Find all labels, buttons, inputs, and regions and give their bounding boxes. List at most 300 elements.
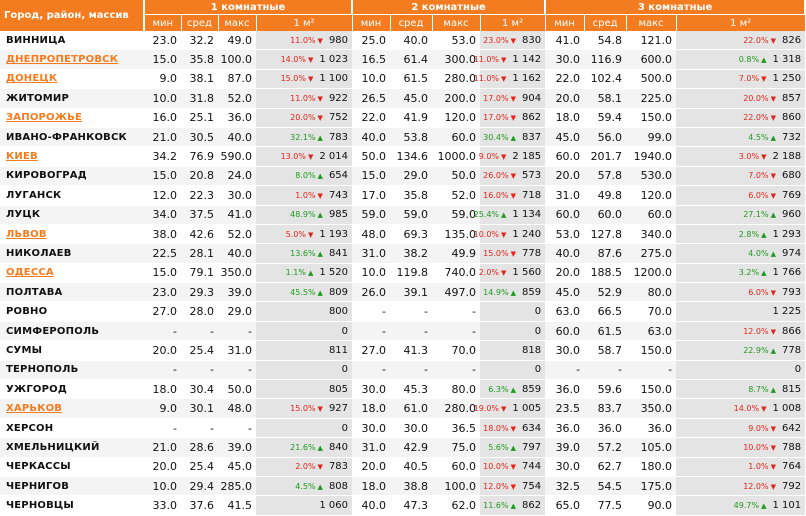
price-per-m2: 859 [521, 286, 542, 298]
min-value: 22.0 [352, 108, 390, 127]
max-value: 50.0 [218, 380, 256, 399]
avg-value: - [181, 360, 218, 379]
max-value: 350.0 [218, 263, 256, 282]
price-per-m2-cell [480, 186, 545, 205]
change-percent-text: 20.0% [743, 93, 769, 103]
price-per-m2-cell [676, 438, 805, 457]
triangle-up-icon: ▲ [761, 269, 767, 278]
change-percent [474, 404, 507, 413]
avg-value: 61.0 [390, 399, 432, 418]
price-per-m2-cell [473, 205, 545, 224]
avg-value: 47.3 [390, 496, 432, 515]
min-value: 31.0 [352, 438, 390, 457]
change-percent [743, 327, 776, 336]
avg-value: 62.7 [584, 457, 626, 476]
min-value: 40.0 [545, 244, 584, 263]
change-percent-text: 2.0% [478, 268, 500, 278]
price-per-m2-cell [676, 476, 805, 495]
max-value: 350.0 [626, 399, 676, 418]
price-per-m2-cell [256, 31, 352, 50]
change-percent-text: 14.9% [483, 287, 509, 297]
price-per-m2-cell [480, 89, 545, 108]
price-per-m2-cell [256, 302, 352, 321]
avg-value: 39.1 [390, 283, 432, 302]
table-row [0, 399, 805, 418]
change-percent [739, 230, 767, 239]
min-value: 39.0 [545, 438, 584, 457]
price-per-m2-cell [676, 166, 805, 185]
min-value: 30.0 [352, 418, 390, 437]
change-percent-text: 26.0% [483, 171, 509, 181]
price-per-m2: 2 014 [319, 151, 349, 163]
max-value: 70.0 [626, 302, 676, 321]
max-header: макс [432, 15, 480, 32]
change-percent-text: 11.0% [473, 55, 500, 65]
max-value: 52.0 [432, 186, 480, 205]
avg-value: 29.0 [390, 166, 432, 185]
price-per-m2-cell [480, 244, 545, 263]
price-per-m2: 927 [328, 403, 349, 415]
avg-value: 37.5 [181, 205, 218, 224]
price-per-m2: 793 [782, 286, 802, 298]
price-per-m2: 744 [521, 461, 542, 473]
min-value: 41.0 [545, 31, 584, 50]
price-per-m2-cell [256, 205, 352, 224]
change-percent [743, 36, 776, 45]
price-per-m2-cell [676, 321, 805, 340]
price-per-m2-cell [256, 244, 352, 263]
max-value: 590.0 [218, 147, 256, 166]
avg-value: 60.0 [584, 205, 626, 224]
change-percent [739, 74, 767, 83]
avg-value: 83.7 [584, 399, 626, 418]
max-value: 36.0 [626, 418, 676, 437]
min-value: - [352, 360, 390, 379]
change-percent [474, 55, 507, 64]
avg-value: 25.4 [181, 341, 218, 360]
min-value: 60.0 [545, 147, 584, 166]
price-per-m2: 778 [782, 344, 802, 356]
change-percent-text: 15.0% [290, 404, 316, 414]
city-name: РОВНО [0, 302, 144, 321]
triangle-down-icon: ▼ [501, 405, 507, 414]
min-value: 9.0 [144, 69, 181, 88]
price-per-m2-cell [676, 360, 805, 379]
change-percent [483, 482, 516, 491]
price-per-m2: 904 [521, 92, 542, 104]
table-row [0, 127, 805, 146]
max-value: 1200.0 [626, 263, 676, 282]
change-percent-text: 9.0% [478, 152, 500, 162]
price-per-m2-cell [256, 457, 352, 476]
min-value: - [144, 360, 181, 379]
min-value: 23.5 [545, 399, 584, 418]
avg-value: 28.6 [181, 438, 218, 457]
triangle-up-icon: ▲ [317, 482, 323, 491]
price-per-m2: 808 [328, 480, 349, 492]
avg-value: 38.1 [181, 69, 218, 88]
max-value: 150.0 [626, 380, 676, 399]
price-per-m2: 837 [521, 131, 542, 143]
price-per-m2: 634 [521, 422, 542, 434]
price-per-m2-cell [480, 283, 545, 302]
triangle-down-icon: ▼ [770, 327, 776, 336]
max-value: - [432, 302, 480, 321]
min-value: 38.0 [144, 224, 181, 243]
triangle-down-icon: ▼ [510, 249, 516, 258]
min-value: 12.0 [144, 186, 181, 205]
avg-value: 42.6 [181, 224, 218, 243]
price-per-m2-cell [480, 438, 545, 457]
city-name: ВИННИЦА [0, 31, 144, 50]
price-per-m2: 778 [521, 247, 542, 259]
min-header: мин [545, 15, 584, 32]
triangle-down-icon: ▼ [317, 114, 323, 123]
change-percent [483, 133, 516, 142]
avg-value: 35.8 [390, 186, 432, 205]
triangle-up-icon: ▲ [308, 269, 314, 278]
price-per-m2-cell [256, 50, 352, 69]
change-percent-text: 30.4% [483, 132, 509, 142]
change-percent [483, 191, 516, 200]
change-percent-text: 12.0% [483, 481, 509, 491]
avg-value: 25.4 [181, 457, 218, 476]
price-per-m2-cell [256, 127, 352, 146]
triangle-down-icon: ▼ [770, 424, 776, 433]
min-value: 27.0 [352, 341, 390, 360]
table-row [0, 69, 805, 88]
max-value: 75.0 [432, 438, 480, 457]
max-value: - [218, 418, 256, 437]
min-value: 36.0 [545, 418, 584, 437]
max-value: 39.0 [218, 438, 256, 457]
price-per-m2: 1 101 [772, 500, 802, 512]
min-value: 25.0 [352, 31, 390, 50]
change-percent-text: 10.0% [483, 462, 509, 472]
avg-value: 87.6 [584, 244, 626, 263]
price-per-m2: 1 134 [512, 209, 542, 221]
city-link[interactable]: ЛЬВОВ [0, 224, 144, 243]
change-percent [748, 191, 776, 200]
table-body [0, 31, 805, 515]
city-link[interactable]: ОДЕССА [0, 263, 144, 282]
change-percent [290, 443, 323, 452]
max-value: 275.0 [626, 244, 676, 263]
price-per-m2-cell [473, 50, 545, 69]
price-per-m2: 830 [521, 34, 542, 46]
price-per-m2-cell [480, 31, 545, 50]
avg-value: 54.8 [584, 31, 626, 50]
max-value: 280.0 [432, 69, 480, 88]
table-row [0, 438, 805, 457]
avg-value: 116.9 [584, 50, 626, 69]
change-percent [743, 94, 776, 103]
avg-value: 45.3 [390, 380, 432, 399]
change-percent-text: 5.0% [285, 229, 306, 239]
min-value: 16.0 [144, 108, 181, 127]
price-per-m2: 1 225 [772, 306, 802, 318]
avg-value: 29.3 [181, 283, 218, 302]
triangle-down-icon: ▼ [308, 153, 314, 162]
avg-value: 20.8 [181, 166, 218, 185]
change-percent-text: 0.8% [738, 55, 760, 65]
city-name: СИМФЕРОПОЛЬ [0, 321, 144, 340]
change-percent-text: 11.0% [290, 35, 316, 45]
table-row [0, 360, 805, 379]
price-per-m2-cell [480, 341, 545, 360]
change-percent [483, 288, 516, 297]
change-percent [748, 288, 776, 297]
change-percent-text: 32.1% [290, 132, 316, 142]
avg-value: 59.4 [584, 108, 626, 127]
avg-value: 45.0 [390, 89, 432, 108]
max-value: 50.0 [432, 166, 480, 185]
change-percent-text: 8.0% [295, 171, 316, 181]
change-percent-text: 10.0% [473, 229, 500, 239]
avg-value: 38.2 [390, 244, 432, 263]
city-name: ЛУЦК [0, 205, 144, 224]
min-value: 18.0 [352, 399, 390, 418]
min-value: 10.0 [352, 69, 390, 88]
max-value: 87.0 [218, 69, 256, 88]
change-percent [739, 55, 767, 64]
min-value: - [144, 418, 181, 437]
avg-value: 28.0 [181, 302, 218, 321]
max-value: 53.0 [432, 31, 480, 50]
triangle-down-icon: ▼ [501, 153, 507, 162]
price-per-m2-cell [256, 418, 352, 437]
city-link[interactable]: КИЕВ [0, 147, 144, 166]
change-percent [281, 74, 314, 83]
triangle-down-icon: ▼ [761, 405, 767, 414]
price-per-m2: 1 240 [512, 228, 542, 240]
price-per-m2-cell [676, 147, 805, 166]
triangle-up-icon: ▲ [317, 211, 323, 220]
price-per-m2: 826 [782, 34, 802, 46]
price-per-m2-cell [676, 496, 805, 515]
city-name: ЛУГАНСК [0, 186, 144, 205]
avg-value: 22.3 [181, 186, 218, 205]
max-value: - [626, 360, 676, 379]
min-value: 26.0 [352, 283, 390, 302]
table-row [0, 496, 805, 515]
avg-header: сред [181, 15, 218, 32]
triangle-up-icon: ▲ [317, 133, 323, 142]
change-percent [739, 152, 767, 161]
change-percent [748, 171, 776, 180]
change-percent-text: 3.0% [738, 152, 760, 162]
city-name: ЧЕРНИГОВ [0, 476, 144, 495]
change-percent [748, 133, 776, 142]
triangle-down-icon: ▼ [317, 191, 323, 200]
triangle-down-icon: ▼ [317, 36, 323, 45]
price-per-m2-cell [676, 31, 805, 50]
triangle-up-icon: ▲ [510, 385, 516, 394]
price-per-m2: 1 520 [319, 267, 349, 279]
city-name: ТЕРНОПОЛЬ [0, 360, 144, 379]
price-per-m2-cell [676, 224, 805, 243]
triangle-up-icon: ▲ [510, 443, 516, 452]
price-per-m2: 573 [521, 170, 542, 182]
price-per-m2: 1 162 [512, 73, 542, 85]
triangle-up-icon: ▲ [770, 249, 776, 258]
avg-value: 66.5 [584, 302, 626, 321]
price-per-m2: 2 188 [772, 151, 802, 163]
change-percent [743, 346, 776, 355]
triangle-down-icon: ▼ [761, 75, 767, 84]
max-value: 530.0 [626, 166, 676, 185]
change-percent-text: 14.0% [280, 55, 306, 65]
triangle-down-icon: ▼ [770, 463, 776, 472]
table-row [0, 244, 805, 263]
change-percent-text: 2.0% [295, 462, 316, 472]
change-percent [483, 113, 516, 122]
city-link[interactable]: ДНЕПРОПЕТРОВСК [0, 50, 144, 69]
city-name: ХМЕЛЬНИЦКИЙ [0, 438, 144, 457]
max-value: 497.0 [432, 283, 480, 302]
triangle-down-icon: ▼ [770, 482, 776, 491]
table-row [0, 31, 805, 50]
max-value: 105.0 [626, 438, 676, 457]
price-per-m2: 752 [328, 112, 349, 124]
price-per-m2: 642 [782, 422, 802, 434]
change-percent [290, 113, 323, 122]
city-name: ИВАНО-ФРАНКОВСК [0, 127, 144, 146]
price-per-m2-cell [676, 127, 805, 146]
price-per-m2-cell [256, 380, 352, 399]
triangle-down-icon: ▼ [510, 463, 516, 472]
avg-value: - [390, 302, 432, 321]
change-percent-text: 48.9% [290, 210, 316, 220]
price-per-m2: 1 193 [319, 228, 349, 240]
header-row-groups [0, 0, 805, 15]
triangle-down-icon: ▼ [510, 36, 516, 45]
max-value: 60.0 [432, 457, 480, 476]
price-per-m2-cell [256, 360, 352, 379]
min-value: 34.0 [144, 205, 181, 224]
avg-value: 69.3 [390, 224, 432, 243]
price-per-m2: 1 766 [772, 267, 802, 279]
change-percent [474, 210, 507, 219]
min-value: 21.0 [144, 127, 181, 146]
max-value: 100.0 [218, 50, 256, 69]
avg-value: 40.0 [390, 31, 432, 50]
min-value: 18.0 [545, 108, 584, 127]
price-per-m2: 974 [782, 247, 802, 259]
price-per-m2: 818 [521, 344, 542, 356]
triangle-up-icon: ▲ [501, 211, 507, 220]
change-percent-text: 13.6% [290, 248, 316, 258]
city-link[interactable]: ЗАПОРОЖЬЕ [0, 108, 144, 127]
min-value: 15.0 [144, 50, 181, 69]
price-per-m2: 1 023 [319, 54, 349, 66]
avg-value: 54.5 [584, 476, 626, 495]
avg-value: 30.1 [181, 399, 218, 418]
min-value: - [352, 302, 390, 321]
min-value: 23.0 [144, 31, 181, 50]
price-per-m2-cell [480, 108, 545, 127]
min-value: 40.0 [352, 127, 390, 146]
price-per-m2-cell [256, 321, 352, 340]
change-percent-text: 6.0% [748, 287, 769, 297]
price-per-m2-cell [256, 496, 352, 515]
max-value: 31.0 [218, 341, 256, 360]
triangle-down-icon: ▼ [308, 56, 314, 65]
price-per-m2-cell [676, 69, 805, 88]
min-value: 31.0 [545, 186, 584, 205]
price-per-m2: 859 [521, 383, 542, 395]
min-value: 45.0 [545, 283, 584, 302]
price-per-m2: 654 [328, 170, 349, 182]
min-value: 18.0 [144, 380, 181, 399]
avg-value: - [390, 360, 432, 379]
max-value: 49.9 [432, 244, 480, 263]
table-row [0, 166, 805, 185]
change-percent [474, 74, 507, 83]
change-percent-text: 15.0% [483, 248, 509, 258]
price-per-m2-cell [480, 380, 545, 399]
avg-value: 37.6 [181, 496, 218, 515]
min-value: 10.0 [144, 89, 181, 108]
max-value: 1940.0 [626, 147, 676, 166]
triangle-down-icon: ▼ [770, 443, 776, 452]
price-per-m2-cell [676, 457, 805, 476]
triangle-up-icon: ▲ [510, 288, 516, 297]
change-percent [488, 385, 516, 394]
max-value: 300.0 [432, 50, 480, 69]
table-row [0, 108, 805, 127]
price-per-m2-cell [480, 360, 545, 379]
table-row [0, 283, 805, 302]
change-percent-text: 9.0% [748, 423, 769, 433]
change-percent-text: 4.0% [748, 248, 769, 258]
min-value: 17.0 [352, 186, 390, 205]
price-per-m2-cell [480, 496, 545, 515]
avg-value: 36.0 [584, 418, 626, 437]
price-per-m2: 1 318 [772, 54, 802, 66]
triangle-down-icon: ▼ [761, 153, 767, 162]
max-value: 24.0 [218, 166, 256, 185]
max-value: 80.0 [432, 380, 480, 399]
avg-value: 59.0 [390, 205, 432, 224]
price-per-m2: 783 [328, 461, 349, 473]
min-value: 60.0 [545, 205, 584, 224]
change-percent [483, 171, 516, 180]
change-percent-text: 27.1% [743, 210, 769, 220]
table-row [0, 476, 805, 495]
max-value: 200.0 [432, 89, 480, 108]
city-link[interactable]: ДОНЕЦК [0, 69, 144, 88]
price-per-m2: 811 [328, 344, 349, 356]
price-per-m2: 0 [341, 325, 349, 337]
min-value: 40.0 [352, 496, 390, 515]
change-percent [295, 191, 323, 200]
city-link[interactable]: ХАРЬКОВ [0, 399, 144, 418]
change-percent-text: 13.0% [280, 152, 306, 162]
min-value: 26.5 [352, 89, 390, 108]
price-per-m2-cell [256, 166, 352, 185]
price-per-m2-cell [676, 108, 805, 127]
change-percent [483, 462, 516, 471]
max-value: - [218, 321, 256, 340]
change-percent [295, 171, 323, 180]
change-percent [290, 133, 323, 142]
city-name: ЧЕРНОВЦЫ [0, 496, 144, 515]
change-percent-text: 15.0% [280, 74, 306, 84]
max-value: 1000.0 [432, 147, 480, 166]
triangle-up-icon: ▲ [510, 133, 516, 142]
min-value: - [352, 321, 390, 340]
